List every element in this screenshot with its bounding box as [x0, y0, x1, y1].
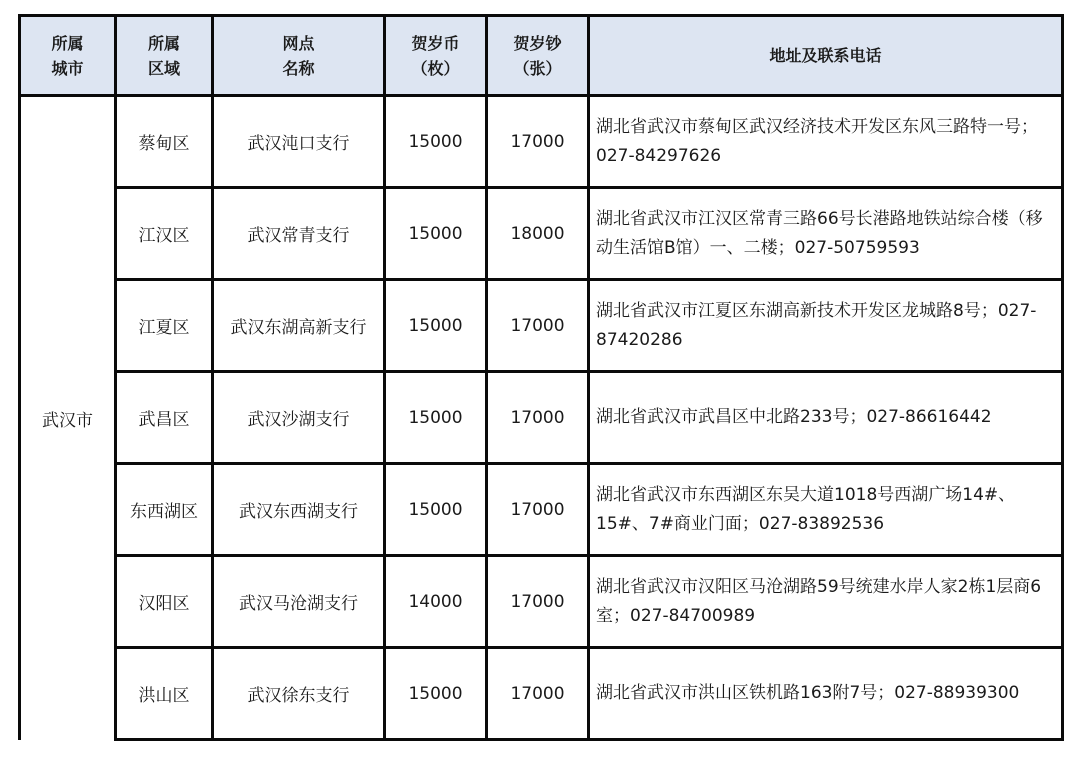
- header-notes: 贺岁钞 （张）: [487, 16, 589, 96]
- address-cell: 湖北省武汉市江汉区常青三路66号长港路地铁站综合楼（移动生活馆B馆）一、二楼；027-50759593: [589, 188, 1063, 280]
- address-cell: 湖北省武汉市东西湖区东吴大道1018号西湖广场14#、15#、7#商业门面；027-83892536: [589, 464, 1063, 556]
- district-cell: 洪山区: [116, 648, 213, 740]
- district-cell: 汉阳区: [116, 556, 213, 648]
- address-cell: 湖北省武汉市汉阳区马沧湖路59号统建水岸人家2栋1层商6室；027-84700989: [589, 556, 1063, 648]
- notes-cell: 17000: [487, 96, 589, 188]
- address-cell: 湖北省武汉市洪山区铁机路163附7号；027-88939300: [589, 648, 1063, 740]
- coins-cell: 15000: [385, 280, 487, 372]
- branch-cell: 武汉东西湖支行: [213, 464, 385, 556]
- header-address: 地址及联系电话: [589, 16, 1063, 96]
- table-row: [20, 372, 1063, 464]
- table-row: [20, 188, 1063, 280]
- coins-cell: 15000: [385, 372, 487, 464]
- branch-cell: 武汉马沧湖支行: [213, 556, 385, 648]
- header-district: 所属 区域: [116, 16, 213, 96]
- notes-cell: 17000: [487, 280, 589, 372]
- notes-cell: 18000: [487, 188, 589, 280]
- table-row: [20, 280, 1063, 372]
- coins-cell: 15000: [385, 464, 487, 556]
- notes-cell: 17000: [487, 556, 589, 648]
- district-cell: 蔡甸区: [116, 96, 213, 188]
- table-row: [20, 648, 1063, 740]
- notes-cell: 17000: [487, 372, 589, 464]
- branch-cell: 武汉沌口支行: [213, 96, 385, 188]
- header-branch: 网点 名称: [213, 16, 385, 96]
- branch-cell: 武汉东湖高新支行: [213, 280, 385, 372]
- coins-cell: 15000: [385, 188, 487, 280]
- address-cell: 湖北省武汉市江夏区东湖高新技术开发区龙城路8号；027-87420286: [589, 280, 1063, 372]
- branch-table-container: [18, 14, 1061, 774]
- district-cell: 江夏区: [116, 280, 213, 372]
- district-cell: 东西湖区: [116, 464, 213, 556]
- address-cell: 湖北省武汉市蔡甸区武汉经济技术开发区东风三路特一号；027-84297626: [589, 96, 1063, 188]
- header-coins: 贺岁币 （枚）: [385, 16, 487, 96]
- district-cell: 武昌区: [116, 372, 213, 464]
- coins-cell: 14000: [385, 556, 487, 648]
- district-cell: 江汉区: [116, 188, 213, 280]
- header-city: 所属 城市: [20, 16, 116, 96]
- table-row: [20, 464, 1063, 556]
- notes-cell: 17000: [487, 464, 589, 556]
- city-cell: 武汉市: [20, 96, 116, 740]
- table-row: [20, 556, 1063, 648]
- address-cell: 湖北省武汉市武昌区中北路233号；027-86616442: [589, 372, 1063, 464]
- coins-cell: 15000: [385, 648, 487, 740]
- branch-cell: 武汉沙湖支行: [213, 372, 385, 464]
- table-row: [20, 96, 1063, 188]
- branch-cell: 武汉常青支行: [213, 188, 385, 280]
- branch-cell: 武汉徐东支行: [213, 648, 385, 740]
- table-header-row: [20, 16, 1063, 96]
- coins-cell: 15000: [385, 96, 487, 188]
- notes-cell: 17000: [487, 648, 589, 740]
- branch-table: [18, 14, 1064, 741]
